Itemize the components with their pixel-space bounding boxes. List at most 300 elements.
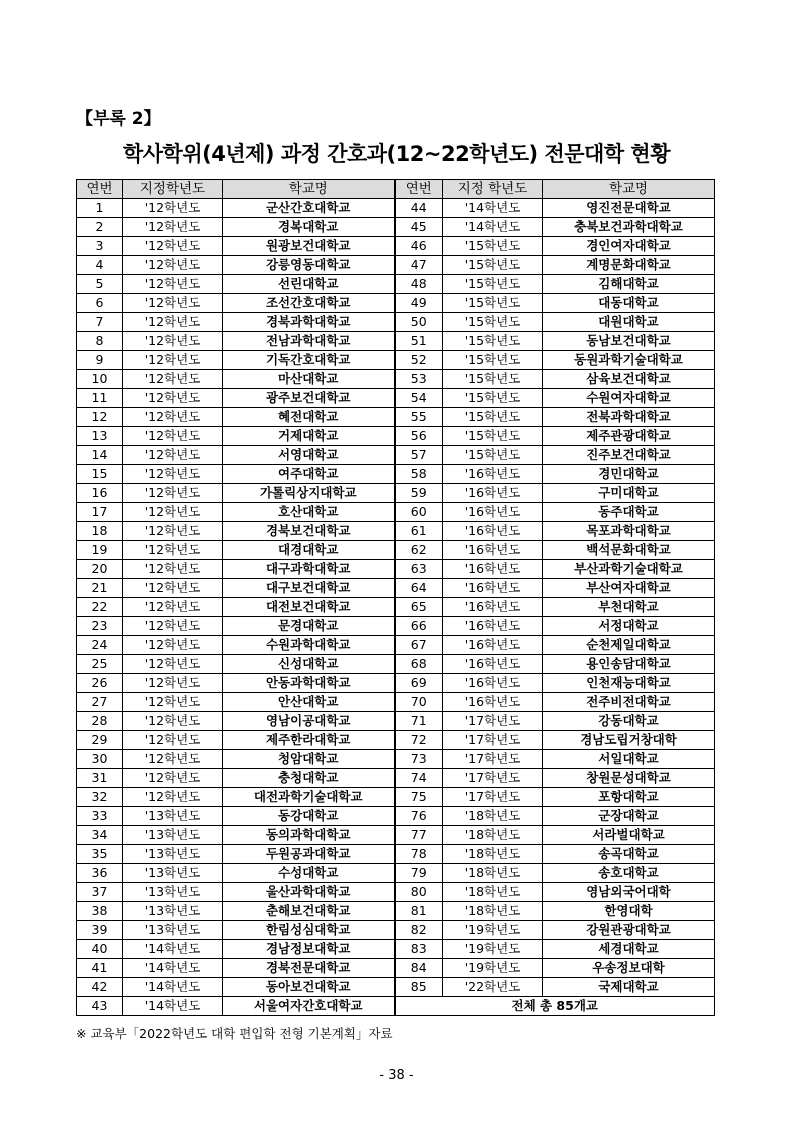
- school-name: 용인송담대학교: [543, 655, 715, 674]
- designation-year: '18학년도: [443, 826, 543, 845]
- table-row: [77, 218, 715, 237]
- school-name: 경북전문대학교: [223, 959, 395, 978]
- designation-year: '14학년도: [123, 978, 223, 997]
- designation-year: '12학년도: [123, 351, 223, 370]
- designation-year: '12학년도: [123, 427, 223, 446]
- row-number: 67: [395, 636, 443, 655]
- school-name: 안산대학교: [223, 693, 395, 712]
- table-row: [77, 864, 715, 883]
- school-name: 대구보건대학교: [223, 579, 395, 598]
- row-number: 73: [395, 750, 443, 769]
- row-number: 32: [77, 788, 123, 807]
- designation-year: '14학년도: [123, 959, 223, 978]
- designation-year: '13학년도: [123, 883, 223, 902]
- designation-year: '12학년도: [123, 788, 223, 807]
- designation-year: '15학년도: [443, 275, 543, 294]
- row-number: 18: [77, 522, 123, 541]
- designation-year: '15학년도: [443, 313, 543, 332]
- row-number: 59: [395, 484, 443, 503]
- designation-year: '17학년도: [443, 788, 543, 807]
- row-number: 56: [395, 427, 443, 446]
- school-name: 영진전문대학교: [543, 199, 715, 218]
- school-name: 수원여자대학교: [543, 389, 715, 408]
- school-name: 경민대학교: [543, 465, 715, 484]
- row-number: 68: [395, 655, 443, 674]
- header-no: 연번: [77, 180, 123, 199]
- table-row: [77, 693, 715, 712]
- table-row: [77, 598, 715, 617]
- designation-year: '13학년도: [123, 864, 223, 883]
- designation-year: '12학년도: [123, 541, 223, 560]
- designation-year: '12학년도: [123, 579, 223, 598]
- table-row: [77, 332, 715, 351]
- row-number: 35: [77, 845, 123, 864]
- table-row: [77, 807, 715, 826]
- table-row: [77, 256, 715, 275]
- row-number: 2: [77, 218, 123, 237]
- row-number: 11: [77, 389, 123, 408]
- row-number: 72: [395, 731, 443, 750]
- row-number: 6: [77, 294, 123, 313]
- designation-year: '12학년도: [123, 446, 223, 465]
- row-number: 71: [395, 712, 443, 731]
- school-name: 거제대학교: [223, 427, 395, 446]
- row-number: 17: [77, 503, 123, 522]
- row-number: 53: [395, 370, 443, 389]
- school-name: 포항대학교: [543, 788, 715, 807]
- school-name: 동주대학교: [543, 503, 715, 522]
- table-row: [77, 826, 715, 845]
- school-name: 경북과학대학교: [223, 313, 395, 332]
- school-name: 동남보건대학교: [543, 332, 715, 351]
- designation-year: '14학년도: [123, 997, 223, 1016]
- row-number: 7: [77, 313, 123, 332]
- school-name: 혜전대학교: [223, 408, 395, 427]
- designation-year: '12학년도: [123, 294, 223, 313]
- row-number: 41: [77, 959, 123, 978]
- table-row: [77, 750, 715, 769]
- school-name: 전남과학대학교: [223, 332, 395, 351]
- table-row: [77, 522, 715, 541]
- designation-year: '15학년도: [443, 237, 543, 256]
- row-number: 49: [395, 294, 443, 313]
- school-name: 부산여자대학교: [543, 579, 715, 598]
- header-no-right: 연번: [395, 180, 443, 199]
- table-row: [77, 902, 715, 921]
- designation-year: '12학년도: [123, 636, 223, 655]
- row-number: 70: [395, 693, 443, 712]
- designation-year: '16학년도: [443, 617, 543, 636]
- row-number: 28: [77, 712, 123, 731]
- school-name: 구미대학교: [543, 484, 715, 503]
- designation-year: '12학년도: [123, 674, 223, 693]
- row-number: 1: [77, 199, 123, 218]
- school-name: 대경대학교: [223, 541, 395, 560]
- designation-year: '15학년도: [443, 370, 543, 389]
- row-number: 78: [395, 845, 443, 864]
- school-name: 마산대학교: [223, 370, 395, 389]
- table-row: [77, 883, 715, 902]
- row-number: 84: [395, 959, 443, 978]
- school-name: 한영대학: [543, 902, 715, 921]
- school-name: 강원관광대학교: [543, 921, 715, 940]
- designation-year: '12학년도: [123, 769, 223, 788]
- school-name: 송곡대학교: [543, 845, 715, 864]
- row-number: 77: [395, 826, 443, 845]
- row-number: 75: [395, 788, 443, 807]
- school-name: 영남외국어대학: [543, 883, 715, 902]
- table-row: [77, 370, 715, 389]
- row-number: 20: [77, 560, 123, 579]
- designation-year: '18학년도: [443, 902, 543, 921]
- designation-year: '19학년도: [443, 959, 543, 978]
- row-number: 9: [77, 351, 123, 370]
- row-number: 8: [77, 332, 123, 351]
- designation-year: '12학년도: [123, 750, 223, 769]
- designation-year: '16학년도: [443, 655, 543, 674]
- row-number: 12: [77, 408, 123, 427]
- row-number: 21: [77, 579, 123, 598]
- designation-year: '12학년도: [123, 370, 223, 389]
- designation-year: '18학년도: [443, 845, 543, 864]
- table-row: [77, 560, 715, 579]
- row-number: 54: [395, 389, 443, 408]
- designation-year: '14학년도: [443, 199, 543, 218]
- table-row: [77, 275, 715, 294]
- school-name: 부천대학교: [543, 598, 715, 617]
- designation-year: '14학년도: [123, 940, 223, 959]
- school-name: 문경대학교: [223, 617, 395, 636]
- school-name: 선린대학교: [223, 275, 395, 294]
- table-row: [77, 921, 715, 940]
- table-row: [77, 769, 715, 788]
- table-row: [77, 940, 715, 959]
- table-row: [77, 978, 715, 997]
- designation-year: '12학년도: [123, 199, 223, 218]
- designation-year: '16학년도: [443, 636, 543, 655]
- row-number: 60: [395, 503, 443, 522]
- designation-year: '15학년도: [443, 408, 543, 427]
- designation-year: '16학년도: [443, 484, 543, 503]
- row-number: 19: [77, 541, 123, 560]
- designation-year: '17학년도: [443, 712, 543, 731]
- row-number: 85: [395, 978, 443, 997]
- designation-year: '15학년도: [443, 446, 543, 465]
- school-name: 서영대학교: [223, 446, 395, 465]
- designation-year: '12학년도: [123, 465, 223, 484]
- school-name: 제주관광대학교: [543, 427, 715, 446]
- header-school-right: 학교명: [543, 180, 715, 199]
- school-name: 기독간호대학교: [223, 351, 395, 370]
- designation-year: '15학년도: [443, 332, 543, 351]
- row-number: 30: [77, 750, 123, 769]
- header-school: 학교명: [223, 180, 395, 199]
- table-row: [77, 294, 715, 313]
- designation-year: '12학년도: [123, 313, 223, 332]
- designation-year: '13학년도: [123, 807, 223, 826]
- table-row: [77, 351, 715, 370]
- school-name: 전북과학대학교: [543, 408, 715, 427]
- row-number: 69: [395, 674, 443, 693]
- designation-year: '17학년도: [443, 769, 543, 788]
- row-number: 38: [77, 902, 123, 921]
- school-name: 수성대학교: [223, 864, 395, 883]
- school-name: 서일대학교: [543, 750, 715, 769]
- row-number: 43: [77, 997, 123, 1016]
- designation-year: '19학년도: [443, 921, 543, 940]
- table-row: [77, 503, 715, 522]
- designation-year: '16학년도: [443, 579, 543, 598]
- designation-year: '12학년도: [123, 560, 223, 579]
- school-name: 전주비전대학교: [543, 693, 715, 712]
- school-name: 대구과학대학교: [223, 560, 395, 579]
- designation-year: '14학년도: [443, 218, 543, 237]
- school-name: 대원대학교: [543, 313, 715, 332]
- row-number: 16: [77, 484, 123, 503]
- school-name: 청암대학교: [223, 750, 395, 769]
- school-name: 세경대학교: [543, 940, 715, 959]
- school-name: 경북보건대학교: [223, 522, 395, 541]
- designation-year: '12학년도: [123, 218, 223, 237]
- designation-year: '12학년도: [123, 617, 223, 636]
- school-name: 안동과학대학교: [223, 674, 395, 693]
- school-name: 신성대학교: [223, 655, 395, 674]
- row-number: 62: [395, 541, 443, 560]
- table-row: [77, 655, 715, 674]
- table-row: [77, 712, 715, 731]
- table-row: [77, 427, 715, 446]
- page-number: - 38 -: [379, 1068, 414, 1083]
- designation-year: '18학년도: [443, 864, 543, 883]
- school-name: 김해대학교: [543, 275, 715, 294]
- row-number: 25: [77, 655, 123, 674]
- school-name: 충북보건과학대학교: [543, 218, 715, 237]
- header-year: 지정학년도: [123, 180, 223, 199]
- total-count: 전체 총 85개교: [395, 997, 715, 1016]
- school-name: 대전과학기술대학교: [223, 788, 395, 807]
- table-row: [77, 731, 715, 750]
- row-number: 44: [395, 199, 443, 218]
- designation-year: '12학년도: [123, 408, 223, 427]
- row-number: 3: [77, 237, 123, 256]
- school-name: 순천제일대학교: [543, 636, 715, 655]
- row-number: 57: [395, 446, 443, 465]
- designation-year: '13학년도: [123, 845, 223, 864]
- row-number: 26: [77, 674, 123, 693]
- table-row: [77, 959, 715, 978]
- designation-year: '16학년도: [443, 674, 543, 693]
- designation-year: '12학년도: [123, 332, 223, 351]
- row-number: 55: [395, 408, 443, 427]
- row-number: 50: [395, 313, 443, 332]
- source-note: ※ 교육부「2022학년도 대학 편입학 전형 기본계획」자료: [76, 1026, 393, 1041]
- school-name: 충청대학교: [223, 769, 395, 788]
- row-number: 63: [395, 560, 443, 579]
- designation-year: '15학년도: [443, 427, 543, 446]
- row-number: 51: [395, 332, 443, 351]
- table-row: [77, 788, 715, 807]
- school-name: 가톨릭상지대학교: [223, 484, 395, 503]
- row-number: 14: [77, 446, 123, 465]
- school-name: 강릉영동대학교: [223, 256, 395, 275]
- row-number: 23: [77, 617, 123, 636]
- school-name: 경인여자대학교: [543, 237, 715, 256]
- school-name: 송호대학교: [543, 864, 715, 883]
- table-row: [77, 446, 715, 465]
- table-row: [77, 408, 715, 427]
- school-name: 경남도립거창대학: [543, 731, 715, 750]
- school-name: 울산과학대학교: [223, 883, 395, 902]
- designation-year: '17학년도: [443, 731, 543, 750]
- designation-year: '18학년도: [443, 883, 543, 902]
- row-number: 4: [77, 256, 123, 275]
- row-number: 47: [395, 256, 443, 275]
- table-header-row: [77, 180, 715, 199]
- school-name: 조선간호대학교: [223, 294, 395, 313]
- school-name: 대전보건대학교: [223, 598, 395, 617]
- designation-year: '16학년도: [443, 560, 543, 579]
- school-name: 진주보건대학교: [543, 446, 715, 465]
- designation-year: '12학년도: [123, 598, 223, 617]
- school-name: 우송정보대학: [543, 959, 715, 978]
- row-number: 37: [77, 883, 123, 902]
- designation-year: '16학년도: [443, 693, 543, 712]
- row-number: 81: [395, 902, 443, 921]
- row-number: 46: [395, 237, 443, 256]
- school-name: 여주대학교: [223, 465, 395, 484]
- row-number: 33: [77, 807, 123, 826]
- designation-year: '12학년도: [123, 256, 223, 275]
- school-name: 동원과학기술대학교: [543, 351, 715, 370]
- table-row: [77, 845, 715, 864]
- row-number: 24: [77, 636, 123, 655]
- school-name: 부산과학기술대학교: [543, 560, 715, 579]
- school-name: 서정대학교: [543, 617, 715, 636]
- row-number: 74: [395, 769, 443, 788]
- designation-year: '16학년도: [443, 503, 543, 522]
- school-name: 광주보건대학교: [223, 389, 395, 408]
- row-number: 40: [77, 940, 123, 959]
- row-number: 27: [77, 693, 123, 712]
- school-name: 대동대학교: [543, 294, 715, 313]
- designation-year: '16학년도: [443, 465, 543, 484]
- designation-year: '15학년도: [443, 294, 543, 313]
- table-row: [77, 997, 715, 1016]
- row-number: 66: [395, 617, 443, 636]
- table-row: [77, 199, 715, 218]
- school-name: 서라벌대학교: [543, 826, 715, 845]
- table-row: [77, 636, 715, 655]
- designation-year: '13학년도: [123, 826, 223, 845]
- table-row: [77, 313, 715, 332]
- table-row: [77, 579, 715, 598]
- row-number: 39: [77, 921, 123, 940]
- school-name: 동의과학대학교: [223, 826, 395, 845]
- header-year-right: 지정 학년도: [443, 180, 543, 199]
- page-title: 학사학위(4년제) 과정 간호과(12~22학년도) 전문대학 현황: [122, 142, 670, 166]
- school-name: 삼육보건대학교: [543, 370, 715, 389]
- school-name: 동아보건대학교: [223, 978, 395, 997]
- designation-year: '12학년도: [123, 275, 223, 294]
- row-number: 61: [395, 522, 443, 541]
- table-row: [77, 389, 715, 408]
- designation-year: '12학년도: [123, 731, 223, 750]
- row-number: 45: [395, 218, 443, 237]
- row-number: 79: [395, 864, 443, 883]
- table-row: [77, 674, 715, 693]
- school-name: 서울여자간호대학교: [223, 997, 395, 1016]
- designation-year: '13학년도: [123, 921, 223, 940]
- school-name: 백석문화대학교: [543, 541, 715, 560]
- designation-year: '19학년도: [443, 940, 543, 959]
- row-number: 76: [395, 807, 443, 826]
- designation-year: '18학년도: [443, 807, 543, 826]
- school-name: 영남이공대학교: [223, 712, 395, 731]
- row-number: 80: [395, 883, 443, 902]
- row-number: 42: [77, 978, 123, 997]
- school-name: 군장대학교: [543, 807, 715, 826]
- designation-year: '16학년도: [443, 522, 543, 541]
- school-name: 동강대학교: [223, 807, 395, 826]
- row-number: 34: [77, 826, 123, 845]
- designation-year: '12학년도: [123, 655, 223, 674]
- school-name: 계명문화대학교: [543, 256, 715, 275]
- table-row: [77, 237, 715, 256]
- school-name: 강동대학교: [543, 712, 715, 731]
- row-number: 83: [395, 940, 443, 959]
- table-row: [77, 617, 715, 636]
- row-number: 22: [77, 598, 123, 617]
- school-name: 목포과학대학교: [543, 522, 715, 541]
- school-name: 춘해보건대학교: [223, 902, 395, 921]
- designation-year: '12학년도: [123, 484, 223, 503]
- designation-year: '15학년도: [443, 389, 543, 408]
- school-name: 두원공과대학교: [223, 845, 395, 864]
- school-name: 한림성심대학교: [223, 921, 395, 940]
- designation-year: '17학년도: [443, 750, 543, 769]
- school-name: 원광보건대학교: [223, 237, 395, 256]
- row-number: 13: [77, 427, 123, 446]
- designation-year: '12학년도: [123, 503, 223, 522]
- school-name: 제주한라대학교: [223, 731, 395, 750]
- college-table: [76, 179, 715, 1016]
- designation-year: '12학년도: [123, 712, 223, 731]
- row-number: 64: [395, 579, 443, 598]
- table-row: [77, 484, 715, 503]
- school-name: 경복대학교: [223, 218, 395, 237]
- row-number: 82: [395, 921, 443, 940]
- table-row: [77, 465, 715, 484]
- designation-year: '12학년도: [123, 693, 223, 712]
- school-name: 경남정보대학교: [223, 940, 395, 959]
- designation-year: '16학년도: [443, 541, 543, 560]
- table-row: [77, 541, 715, 560]
- designation-year: '15학년도: [443, 256, 543, 275]
- school-name: 창원문성대학교: [543, 769, 715, 788]
- row-number: 31: [77, 769, 123, 788]
- designation-year: '12학년도: [123, 389, 223, 408]
- designation-year: '13학년도: [123, 902, 223, 921]
- designation-year: '12학년도: [123, 237, 223, 256]
- row-number: 48: [395, 275, 443, 294]
- school-name: 호산대학교: [223, 503, 395, 522]
- school-name: 인천재능대학교: [543, 674, 715, 693]
- row-number: 36: [77, 864, 123, 883]
- designation-year: '22학년도: [443, 978, 543, 997]
- school-name: 수원과학대학교: [223, 636, 395, 655]
- row-number: 65: [395, 598, 443, 617]
- appendix-label: 【부록 2】: [76, 109, 161, 129]
